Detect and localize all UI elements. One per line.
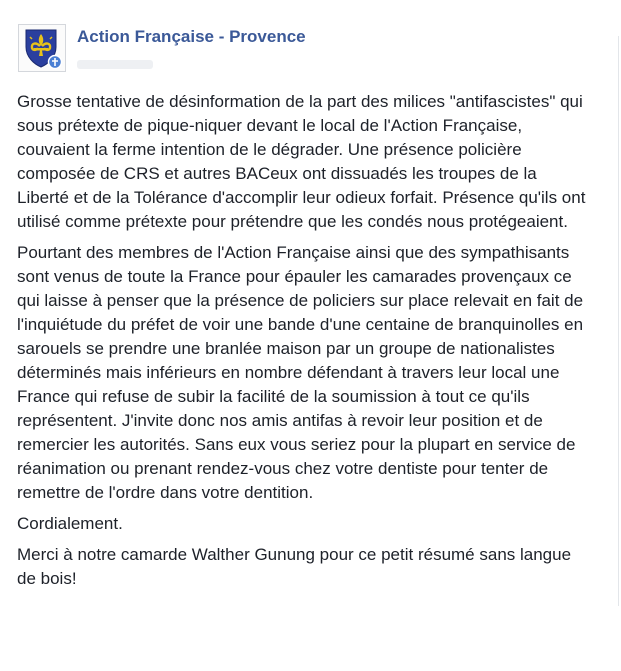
page-name-link[interactable]: Action Française - Provence xyxy=(77,27,306,46)
post-paragraph-3: Cordialement. xyxy=(17,514,123,533)
post-paragraph-1: Grosse tentative de désinformation de la part des milices "antifascistes" qui sous prétexte de pique-niquer devant le local de l'Action Française, couvaient la ferme intention de le dégrader. Une présence policière composée de CRS et autres BACeux ont dissuadés les troupes de la Liberté et de la Tolérance d'accomplir leur odieux forfait. Présence qu'ils ont utilisé comme prétexte pour prétendre que les condés nous protégeaient. xyxy=(17,92,586,231)
post-body xyxy=(17,90,609,598)
fleur-de-lis-shield-icon xyxy=(19,25,65,71)
post-paragraph-4: Merci à notre camarde Walther Gunung pour ce petit résumé sans langue de bois! xyxy=(17,545,572,588)
divider xyxy=(618,36,619,606)
post-timestamp xyxy=(77,60,153,69)
page-avatar[interactable] xyxy=(18,24,66,72)
post-paragraph-2: Pourtant des membres de l'Action Française ainsi que des sympathisants sont venus de toute la France pour épauler les camarades provençaux ce qui laisse à penser que la présence de policiers sur place relevait en fait de l'inquiétude du préfet de voir une bande d'une centaine de branquinolles en sarouels se prendre une branlée maison par un groupe de nationalistes déterminés mais inférieurs en nombre défendant à travers leur local une France qui refuse de subir la facilité de la soumission à tout ce qu'ils représentent. J'invite donc nos amis antifas à revoir leur position et de remercier les autorités. Sans eux vous seriez pour la plupart en service de réanimation ou prenant rendez-vous chez votre dentiste pour tenter de remettre de l'ordre dans votre dentition. xyxy=(17,243,584,502)
